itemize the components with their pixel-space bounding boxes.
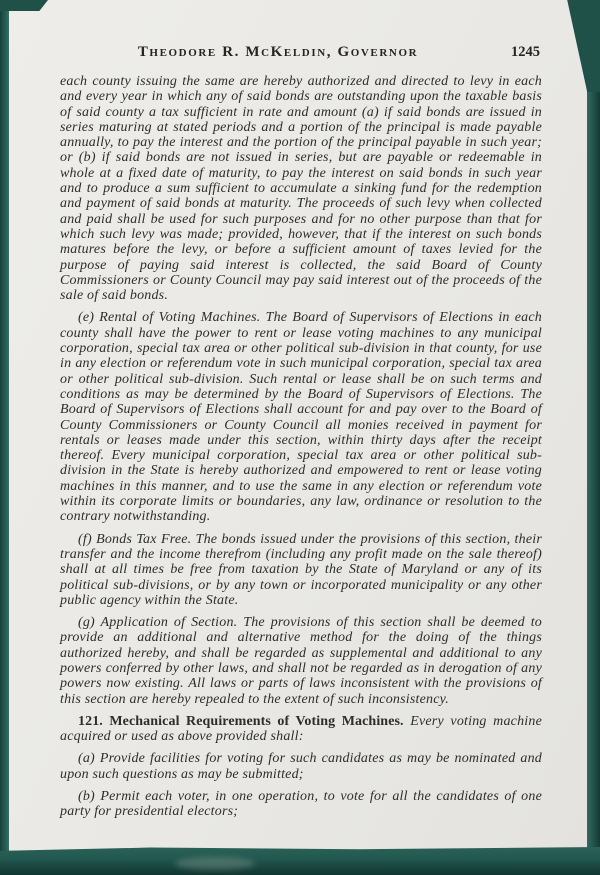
- text-run: (a) Provide facilities for voting for such candidates as may be nominated and upon such questions as may be submitted;: [60, 751, 542, 782]
- page-body: [60, 74, 542, 820]
- paragraph: [60, 615, 542, 707]
- page-content: [60, 44, 542, 827]
- text-run: (e) Rental of Voting Machines. The Board of Supervisors of Elections in each county shall have the power to rent or lease voting machines to any municipal corporation, special tax area or other political sub-division in that county, for use in any election or referendum vote in such municipal corporation, special tax area or other political sub-division. Such rental or lease shall be on such terms and conditions as may be determined by the Board of Supervisors of Elections. The Board of Supervisors of Elections shall account for and pay over to the Board of County Commissioners or County Council all monies received in payment for rentals or leases made under this section, within thirty days after the receipt thereof. Every municipal corporation, special tax area or other political sub-division in the State is hereby authorized and empowered to rent or lease voting machines in this manner, and to use the same in any election or referendum vote within its corporate limits or boundaries, any law, ordinance or resolution to the contrary notwithstanding.: [60, 310, 542, 525]
- paragraph: [60, 789, 542, 820]
- page-number: 1245: [511, 44, 540, 60]
- paragraph: [60, 74, 542, 303]
- text-run: (b) Permit each voter, in one operation, to vote for all the candidates of one party for presidential electors;: [60, 789, 542, 820]
- running-title: Theodore R. McKeldin, Governor: [137, 44, 419, 60]
- page-header: [60, 44, 542, 68]
- scan-smudge: [175, 857, 255, 870]
- text-run: Every voting machine acquired or used as above provided shall:: [60, 713, 542, 745]
- scan-edge-left: [0, 0, 9, 875]
- text-run: (f) Bonds Tax Free. The bonds issued under the provisions of this section, their transfer and the income therefrom (including any profit made on the sale thereof) shall at all times be free from taxation by the State of Maryland or any of its political sub-divisions, or by any town or incorporated municipality or any other public agency within the State.: [60, 531, 542, 608]
- paragraph: [60, 751, 542, 782]
- scan-edge-right: [587, 0, 600, 875]
- paragraph: [60, 532, 542, 608]
- paragraph: [60, 310, 542, 524]
- scan-edge-top-right-wedge: [560, 0, 600, 92]
- text-run: each county issuing the same are hereby authorized and directed to levy in each and every year in which any of said bonds are outstanding upon the taxable basis of said county a tax sufficient in rate and amount (a) if said bonds are issued in series maturing at stated periods and a portion of the principal is made payable annually, to pay the interest and the portion of the principal payable in such year; or (b) if said bonds are not issued in series, but are payable or redeemable in whole at a fixed date of maturity, to pay the interest on said bonds in such year and to produce a sum sufficient to accumulate a sinking fund for the redemption and payment of said bonds at maturity. The proceeds of such levy when collected and paid shall be used for such purposes and for no other purpose than that for which such levy was made; provided, however, that if the interest on such bonds matures before the levy, or before a sufficient amount of taxes levied for the purpose of paying said interest is collected, the said Board of County Commissioners or County Council may pay said interest out of the proceeds of the sale of said bonds.: [60, 74, 542, 304]
- text-run: 121. Mechanical Requirements of Voting Machines.: [78, 713, 404, 729]
- scan-edge-bottom: [0, 847, 600, 875]
- scan-edge-top-left-mark: [0, 0, 48, 11]
- paragraph: [60, 714, 542, 745]
- text-run: (g) Application of Section. The provisions of this section shall be deemed to provide an additional and alternative method for the doing of the things authorized hereby, and shall be regarded as supplemental and additional to any powers conferred by other laws, and shall not be regarded as in derogation of any powers now existing. All laws or parts of laws inconsistent with the provisions of this section are hereby repealed to the extent of such inconsistency.: [60, 615, 542, 707]
